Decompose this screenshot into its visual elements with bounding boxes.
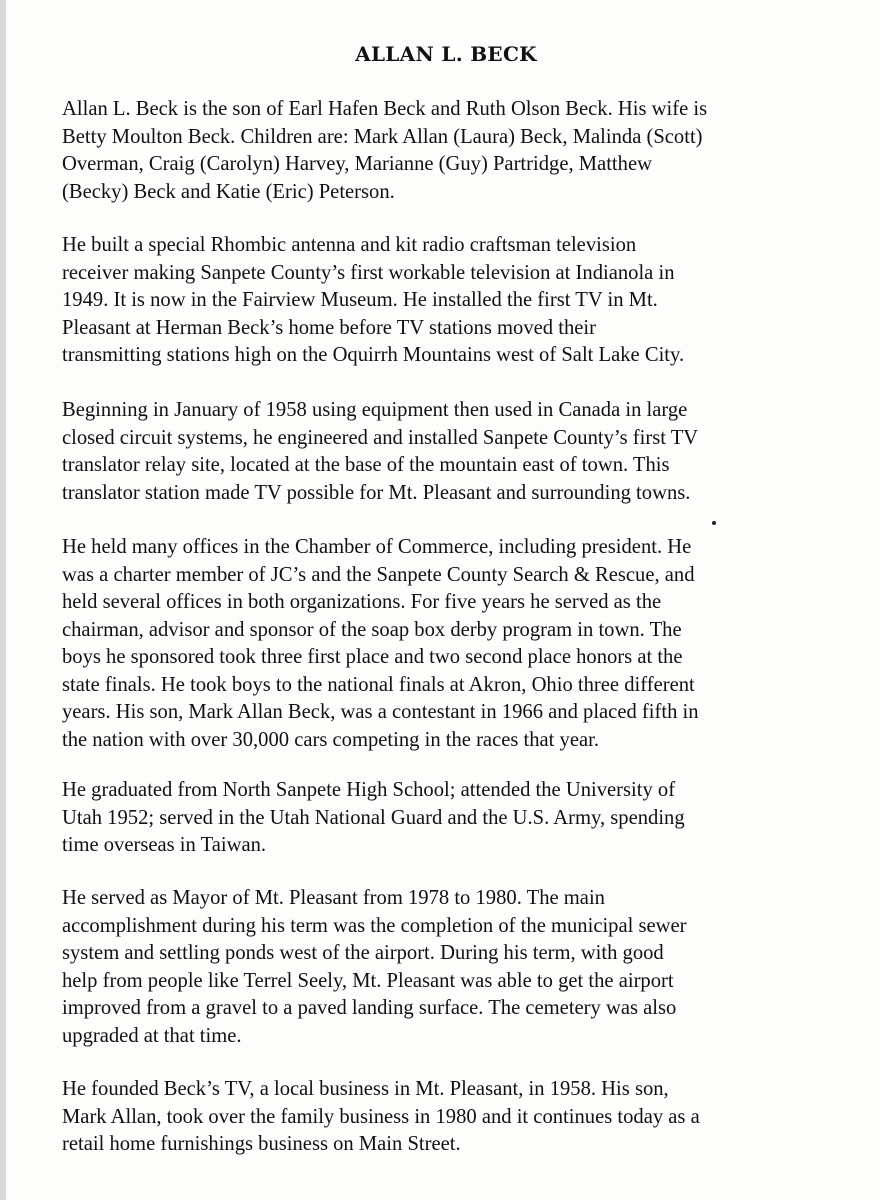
text-line: transmitting stations high on the Oquirrh Mountains west of Salt Lake City. (62, 344, 685, 366)
text-line: help from people like Terrel Seely, Mt. Pleasant was able to get the airport (62, 969, 674, 992)
text-line: closed circuit systems, he engineered and installed Sanpete County’s first TV (62, 426, 699, 449)
scan-speck (712, 521, 716, 525)
paragraph-translator (62, 397, 862, 507)
text-line: improved from a gravel to a paved landing surface. The cemetery was also (62, 997, 677, 1019)
paragraph-antenna (62, 232, 862, 370)
text-line: 1949. It is now in the Fairview Museum. He installed the first TV in Mt. (62, 289, 658, 311)
paragraph-offices (62, 534, 862, 754)
text-line: upgraded at that time. (62, 1024, 242, 1047)
text-line: Utah 1952; served in the Utah National Guard and the U.S. Army, spending (62, 806, 685, 829)
text-line: He held many offices in the Chamber of Commerce, including president. He (62, 536, 692, 558)
text-line: Allan L. Beck is the son of Earl Hafen Beck and Ruth Olson Beck. His wife is (62, 98, 708, 120)
text-line: (Becky) Beck and Katie (Eric) Peterson. (62, 180, 395, 203)
text-line: He graduated from North Sanpete High School; attended the University of (62, 779, 676, 801)
text-line: chairman, advisor and sponsor of the soap box derby program in town. The (62, 618, 682, 641)
text-line: He built a special Rhombic antenna and kit radio craftsman television (62, 234, 637, 256)
text-line: translator station made TV possible for Mt. Pleasant and surrounding towns. (62, 481, 691, 504)
paragraph-business (62, 1076, 862, 1159)
paragraph-education (62, 777, 862, 860)
text-line: boys he sponsored took three first place and two second place honors at the (62, 646, 683, 668)
text-line: system and settling ponds west of the airport. During his term, with good (62, 942, 664, 964)
text-line: He served as Mayor of Mt. Pleasant from 1978 to 1980. The main (62, 887, 605, 909)
text-line: Mark Allan, took over the family business in 1980 and it continues today as a (62, 1105, 700, 1128)
text-line: He founded Beck’s TV, a local business in Mt. Pleasant, in 1958. His son, (62, 1078, 669, 1100)
text-line: time overseas in Taiwan. (62, 834, 267, 856)
text-line: the nation with over 30,000 cars competing in the races that year. (62, 728, 599, 751)
text-line: receiver making Sanpete County’s first workable television at Indianola in (62, 261, 675, 284)
paragraph-family (62, 96, 862, 206)
text-line: Pleasant at Herman Beck’s home before TV stations moved their (62, 316, 596, 339)
text-line: was a charter member of JC’s and the Sanpete County Search & Rescue, and (62, 563, 695, 586)
text-line: held several offices in both organizations. For five years he served as the (62, 591, 662, 613)
page-title: ALLAN L. BECK (355, 42, 537, 66)
paragraph-mayor (62, 885, 862, 1050)
text-line: translator relay site, located at the base of the mountain east of town. This (62, 454, 670, 476)
text-line: years. His son, Mark Allan Beck, was a contestant in 1966 and placed fifth in (62, 701, 699, 723)
text-line: Beginning in January of 1958 using equipment then used in Canada in large (62, 399, 688, 421)
text-line: state finals. He took boys to the national finals at Akron, Ohio three different (62, 673, 695, 696)
text-line: Overman, Craig (Carolyn) Harvey, Marianne (Guy) Partridge, Matthew (62, 153, 652, 175)
text-line: retail home furnishings business on Main Street. (62, 1133, 461, 1155)
text-line: Betty Moulton Beck. Children are: Mark Allan (Laura) Beck, Malinda (Scott) (62, 125, 703, 148)
text-line: accomplishment during his term was the completion of the municipal sewer (62, 914, 687, 937)
